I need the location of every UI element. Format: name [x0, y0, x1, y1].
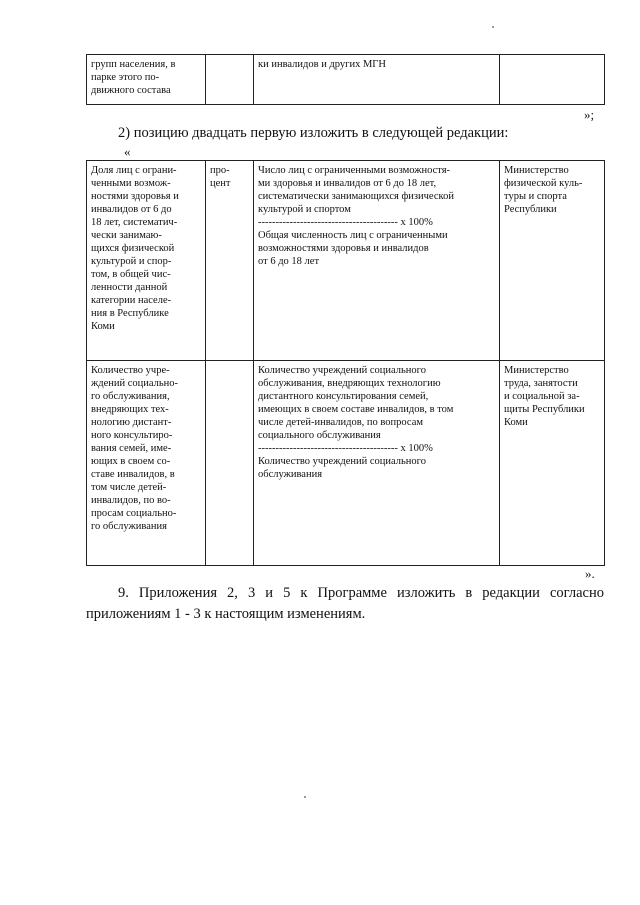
table-cell-responsible: Министерство труда, занятости и социальной за- щиты Республики Коми: [500, 361, 605, 566]
table-row: [87, 161, 605, 361]
table-continued: [86, 54, 605, 105]
table-cell-formula: Количество учреждений социального обслуживания, внедряющих технологию дистантного консультирования семей, имеющих в своем составе инвалидов, в том числе детей-инвалидов, по вопросам социального обслуживания ---------------------------------------- х 100% Количество учреждений социального обслуживания: [254, 361, 500, 566]
table-row: [87, 361, 605, 566]
table-cell-indicator: Доля лиц с ограни- ченными возмож- ностями здоровья и инвалидов от 6 до 18 лет, систематич- чески занимаю- щихся физической культурой и спор- том, в общей чис- ленности данной категории населе- ния в Республике Коми: [87, 161, 206, 361]
table-cell-indicator: групп населения, в парке этого по- движного состава: [87, 55, 206, 105]
scan-speck: [492, 26, 494, 28]
table-row: [87, 55, 605, 105]
table-cell-formula: Число лиц с ограниченными возможностя- ми здоровья и инвалидов от 6 до 18 лет, систематически занимающихся физической культурой и спортом ---------------------------------------- х 100% Общая численность лиц с ограниченными возможностями здоровья и инвалидов от 6 до 18 лет: [254, 161, 500, 361]
table-cell-unit: [206, 55, 254, 105]
closing-quote: »;: [584, 107, 595, 122]
table-cell-unit: про- цент: [206, 161, 254, 361]
table-cell-indicator: Количество учре- ждений социально- го обслуживания, внедряющих тех- нологию дистант- ного консультиро- вания семей, име- ющих в своем со- ставе инвалидов, в том числе детей- инвалидов, по во- просам социально- го обслуживания: [87, 361, 206, 566]
closing-quote: ».: [585, 566, 595, 581]
body-paragraph: 9. Приложения 2, 3 и 5 к Программе изложить в редакции согласно приложениям 1 - 3 к настоящим изменениям.: [86, 585, 604, 622]
table-cell-unit: [206, 361, 254, 566]
table-new-edition: [86, 160, 605, 566]
scan-speck: [304, 796, 306, 798]
table-cell-responsible: Министерство физической куль- туры и спорта Республики: [500, 161, 605, 361]
section-heading: 2) позицию двадцать первую изложить в следующей редакции:: [118, 125, 509, 141]
table-cell-formula: ки инвалидов и других МГН: [254, 55, 500, 105]
table-cell-responsible: [500, 55, 605, 105]
opening-quote: «: [124, 144, 131, 159]
